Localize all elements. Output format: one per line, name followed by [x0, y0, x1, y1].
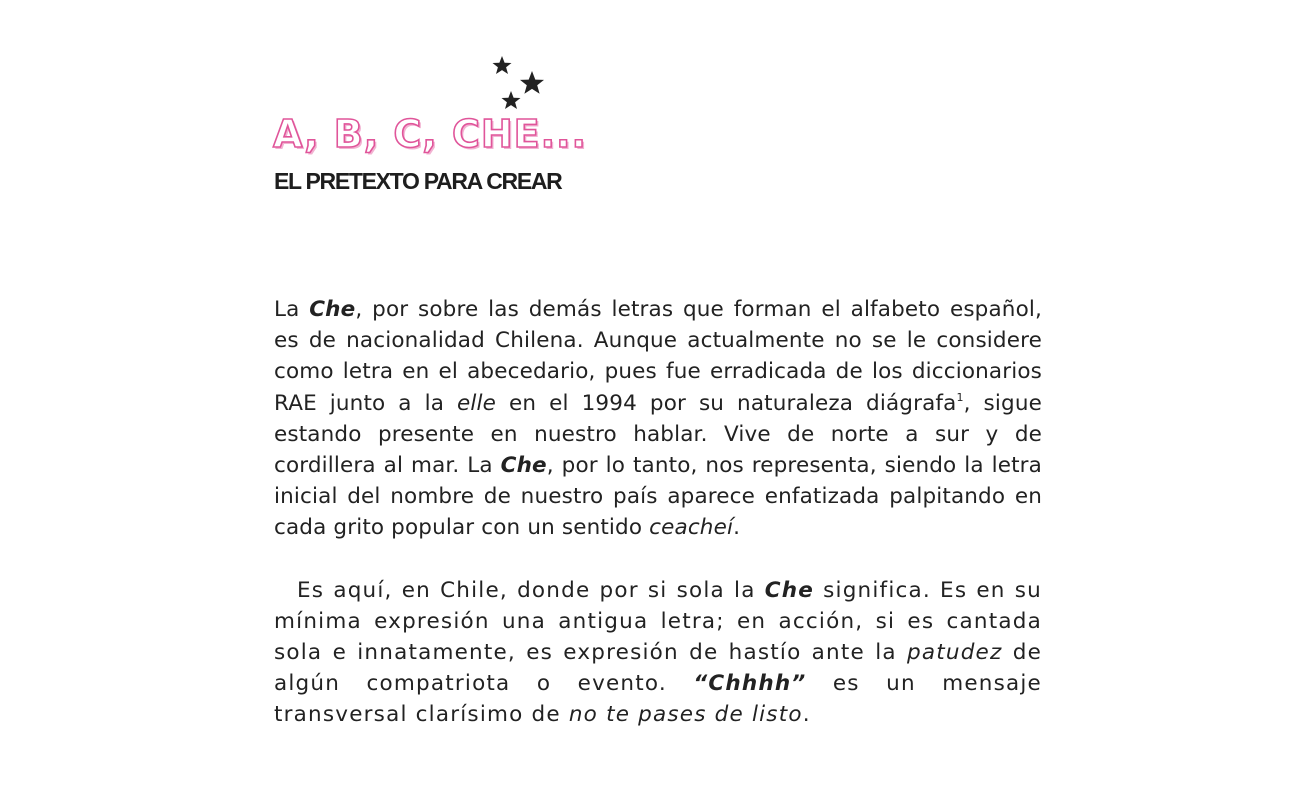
emphasis-elle: elle [457, 390, 497, 416]
text-span: , por sobre las demás letras que forman el alfabeto español, es de nacionalidad Chilena. Aunque actualmente no se le considere como letra en el abecedario, pues fue erradicada de los diccionarios RAE junto a la [274, 297, 1042, 416]
emphasis-no-te-pases-de-listo: no te pases de listo [568, 702, 803, 728]
emphasis-ceachei: ceacheí [649, 515, 734, 541]
text-span: Es aquí, en Chile, donde por si sola la [297, 577, 765, 603]
emphasis-che: Che [764, 577, 814, 603]
page-title: A, B, C, CHE... [273, 112, 587, 156]
emphasis-patudez: patudez [907, 640, 1003, 666]
text-span: significa. Es en su mínima expresión una antigua letra; en acción, si es cantada sola e innatamente, es expresión de hastío ante la [274, 577, 1042, 666]
emphasis-che: Che [309, 297, 356, 322]
stars-icon [490, 54, 550, 112]
text-span: , por lo tanto, nos representa, siendo la letra inicial del nombre de nuestro país aparece enfatizada palpitando en cada grito popular con un sentido [274, 453, 1042, 541]
star-small-top-icon [493, 56, 512, 74]
emphasis-che: Che [500, 453, 547, 479]
page-subtitle: EL PRETEXTO PARA CREAR [274, 168, 562, 194]
star-small-bottom-icon [502, 91, 521, 109]
text-span: es un mensaje transversal clarísimo de [274, 671, 1042, 728]
text-span: de algún compatriota o evento. [274, 640, 1043, 697]
paragraph-1 [274, 294, 1042, 544]
star-large-right-icon [520, 71, 544, 94]
text-span: . [733, 515, 741, 541]
footnote-marker: 1 [956, 390, 964, 404]
emphasis-chhhh: “Chhhh” [693, 671, 807, 697]
text-span: . [802, 702, 811, 728]
text-span: , sigue estando presente en nuestro hablar. Vive de norte a sur y de cordillera al mar. La [274, 390, 1042, 479]
text-span: La [274, 297, 310, 322]
body-text [274, 294, 1042, 731]
paragraph-2 [274, 575, 1042, 731]
text-span: en el 1994 por su naturaleza diágrafa [496, 390, 957, 416]
